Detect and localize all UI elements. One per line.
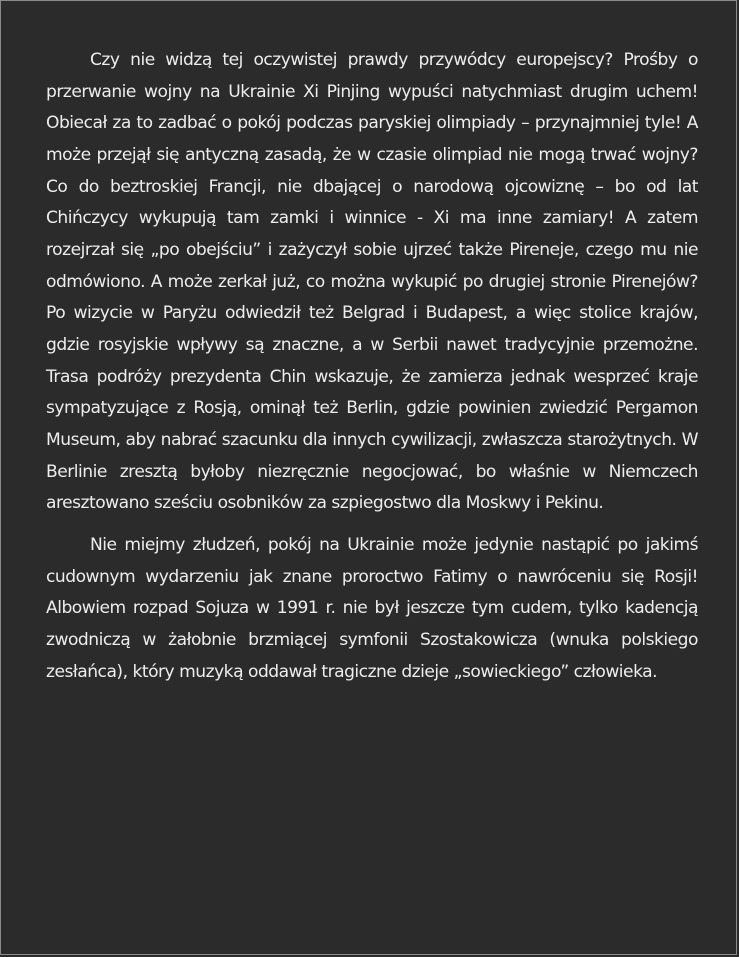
paragraph-1: Czy nie widzą tej oczywistej prawdy przywódcy europejscy? Prośby o przerwanie wojny na Ukrainie Xi Pinjing wypuści natychmiast drugim uchem! Obiecał za to zadbać o pokój podczas paryskiej olimpiady – przynajmniej tyle! A może przejął się antyczną zasadą, że w czasie olimpiad nie mogą trwać wojny? Co do beztroskiej Francji, nie dbającej o narodową ojcowiznę – bo od lat Chińczycy wykupują tam zamki i winnice - Xi ma inne zamiary! A zatem rozejrzał się „po obejściu” i zażyczył sobie ujrzeć także Pireneje, czego mu nie odmówiono. A może zerkał już, co można wykupić po drugiej stronie Pirenejów? Po wizycie w Paryżu odwiedził też Belgrad i Budapest, a więc stolice krajów, gdzie rosyjskie wpływy są znaczne, a w Serbii nawet tradycyjnie przemożne. Trasa podróży prezydenta Chin wskazuje, że zamierza jednak wesprzeć kraje sympatyzujące z Rosją, ominął też Berlin, gdzie powinien zwiedzić Pergamon Museum, aby nabrać szacunku dla innych cywilizacji, zwłaszcza starożytnych. W Berlinie zresztą byłoby niezręcznie negocjować, bo właśnie w Niemczech aresztowano sześciu osobników za szpiegostwo dla Moskwy i Pekinu.	[46, 50, 698, 514]
paragraph-2: Nie miejmy złudzeń, pokój na Ukrainie może jedynie nastąpić po jakimś cudownym wydarzeniu jak znane proroctwo Fatimy o nawróceniu się Rosji! Albowiem rozpad Sojuza w 1991 r. nie był jeszcze tym cudem, tylko kadencją zwodniczą w żałobnie brzmiącej symfonii Szostakowicza (wnuka polskiego zesłańca), który muzyką oddawał tragiczne dzieje „sowieckiego” człowieka.	[46, 535, 698, 682]
document-body	[46, 45, 698, 688]
